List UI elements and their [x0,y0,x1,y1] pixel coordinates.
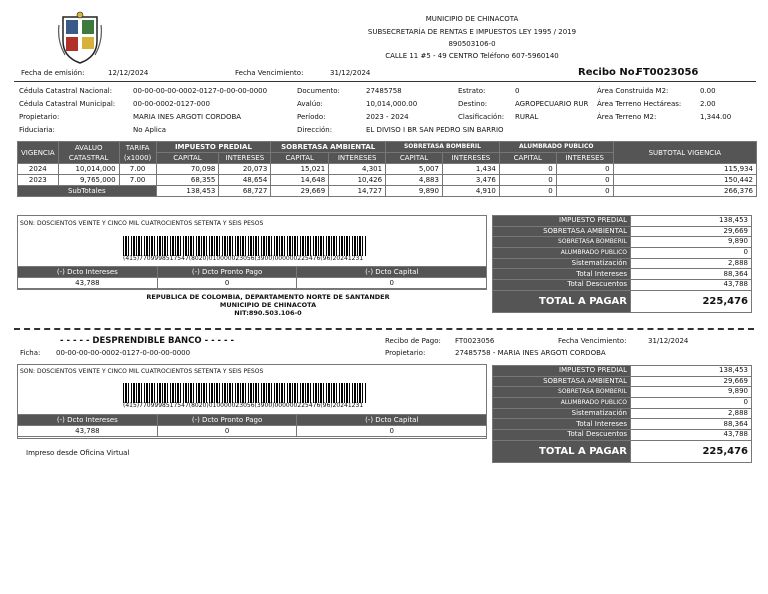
table-row [18,164,757,175]
cell-subtotal: 266,376 [613,186,756,197]
summary-value: 2,888 [631,258,752,269]
fiduciaria-value: No Aplica [133,126,167,134]
dcto-pronto-pago-header: (-) Dcto Pronto Pago [157,267,297,278]
subtotals-label: SubTotales [18,186,157,197]
summary-value: 29,669 [631,226,752,237]
table-row [18,175,757,186]
summary-value: 9,890 [631,237,752,248]
ficha-label: Ficha: [20,349,41,357]
dcto-capital-value: 0 [297,426,487,437]
direccion-value: EL DIVISO I BR SAN PEDRO SIN BARRIO [366,126,504,134]
owner-label: Propietario: [19,113,60,121]
impreso-text: Impreso desde Oficina Virtual [26,449,130,457]
bank-discount-table [17,414,487,437]
cat-mun-label: Cédula Catastral Municipal: [19,100,116,108]
cell-ambiental-capital: 14,648 [271,175,329,186]
divider [14,81,756,82]
cell-ambiental-capital: 15,021 [271,164,329,175]
area-construida-value: 0.00 [700,87,716,95]
documento-value: 27485758 [366,87,402,95]
total-value: 225,476 [631,440,752,462]
avaluo-label: Avalúo: [297,100,323,108]
summary-label: SOBRETASA BOMBERIL [493,387,631,398]
estrato-value: 0 [515,87,520,95]
periodo-value: 2023 - 2024 [366,113,409,121]
cell-bomberil-capital: 4,883 [386,175,443,186]
ficha-value: 00-00-00-00-0002-0127-0-00-00-0000 [56,349,191,357]
cell-avaluo: 9,765,000 [58,175,119,186]
cell-predial-capital: 68,355 [156,175,219,186]
vigencia-table [17,141,757,197]
cell-alumbrado-intereses: 0 [556,175,613,186]
col-subtotal-vigencia: SUBTOTAL VIGENCIA [613,142,756,164]
cell-predial-capital: 70,098 [156,164,219,175]
cell-predial-intereses: 48,654 [219,175,271,186]
bank-slip-title: - - - - - DESPRENDIBLE BANCO - - - - - [60,336,235,346]
receipt-label: Recibo No. [578,67,639,78]
area-terreno-value: 1,344.00 [700,113,732,121]
footer-republica: REPUBLICA DE COLOMBIA, DEPARTAMENTO NORTE DE SANTANDER [146,293,390,301]
direccion-label: Dirección: [297,126,333,134]
col-intereses: INTERESES [556,153,613,164]
col-alumbrado-publico: ALUMBRADO PUBLICO [499,142,613,153]
barcode-text: (415)7709998517547(8020)010000023056(3900)000000225476(96)20241231 [123,255,364,262]
summary-value: 0 [631,248,752,259]
area-hectareas-label: Área Terreno Hectáreas: [597,100,682,108]
clasificacion-label: Clasificación: [458,113,505,121]
summary-label: IMPUESTO PREDIAL [493,366,631,377]
dcto-intereses-value: 43,788 [18,426,158,437]
cell-subtotal: 150,442 [613,175,756,186]
barcode [123,236,367,256]
dcto-capital-value: 0 [297,278,487,289]
dcto-capital-header: (-) Dcto Capital [297,267,487,278]
discount-table [17,266,487,289]
summary-label: IMPUESTO PREDIAL [493,216,631,227]
bank-son-text: SON: DOSCIENTOS VEINTE Y CINCO MIL CUATROCIENTOS SETENTA Y SEIS PESOS [20,368,264,375]
footer-municipio: MUNICIPIO DE CHINACOTA [219,301,317,309]
cell-predial-intereses: 20,073 [219,164,271,175]
col-intereses: INTERESES [442,153,499,164]
cut-line [14,328,754,330]
cell-vigencia: 2023 [18,175,59,186]
recibo-pago-value: FT0023056 [455,337,495,345]
cell-alumbrado-intereses: 0 [556,164,613,175]
dcto-pronto-pago-value: 0 [157,278,297,289]
summary-label: Total Intereses [493,269,631,280]
issue-date-label: Fecha de emisión: [21,69,85,77]
estrato-label: Estrato: [458,87,486,95]
cell-vigencia: 2024 [18,164,59,175]
bank-owner-value: 27485758 - MARIA INES ARGOTI CORDOBA [455,349,606,357]
summary-label: ALUMBRADO PUBLICO [493,398,631,409]
bank-due-label: Fecha Vencimiento: [558,337,627,345]
header-municipality: MUNICIPIO DE CHINACOTA [425,15,519,23]
receipt-number: FT0023056 [636,67,699,78]
header-address: CALLE 11 #5 - 49 CENTRO Teléfono 607-5960140 [385,52,559,60]
summary-value: 9,890 [631,387,752,398]
cell-alumbrado-capital: 0 [499,186,556,197]
owner-value: MARIA INES ARGOTI CORDOBA [133,113,242,121]
col-avaluo: AVALUO CATASTRAL [58,142,119,164]
summary-label: SOBRETASA AMBIENTAL [493,226,631,237]
bank-owner-label: Propietario: [385,349,426,357]
cell-bomberil-intereses: 4,910 [442,186,499,197]
subtotals-row [18,186,757,197]
col-capital: CAPITAL [156,153,219,164]
summary-value: 0 [631,398,752,409]
cell-tarifa: 7.00 [119,164,156,175]
summary-label: SOBRETASA AMBIENTAL [493,376,631,387]
cat-mun-value: 00-00-0002-0127-000 [133,100,210,108]
summary-value: 138,453 [631,366,752,377]
area-terreno-label: Área Terreno M2: [597,113,657,121]
summary-label: Total Descuentos [493,430,631,441]
cell-ambiental-capital: 29,669 [271,186,329,197]
clasificacion-value: RURAL [515,113,539,121]
cell-bomberil-capital: 5,007 [386,164,443,175]
summary-value: 88,364 [631,419,752,430]
cell-predial-intereses: 68,727 [219,186,271,197]
cell-ambiental-intereses: 14,727 [329,186,386,197]
dcto-pronto-pago-header: (-) Dcto Pronto Pago [157,415,297,426]
summary-label: ALUMBRADO PUBLICO [493,248,631,259]
dcto-intereses-value: 43,788 [18,278,158,289]
cell-ambiental-intereses: 4,301 [329,164,386,175]
cell-alumbrado-capital: 0 [499,164,556,175]
bank-due-value: 31/12/2024 [648,337,689,345]
destino-label: Destino: [458,100,488,108]
bank-summary-table [492,365,752,463]
summary-value: 43,788 [631,430,752,441]
summary-value: 43,788 [631,280,752,291]
recibo-pago-label: Recibo de Pago: [385,337,441,345]
cell-predial-capital: 138,453 [156,186,219,197]
son-text: SON: DOSCIENTOS VEINTE Y CINCO MIL CUATROCIENTOS SETENTA Y SEIS PESOS [20,220,264,227]
col-tarifa: TARIFA (x1000) [119,142,156,164]
cell-ambiental-intereses: 10,426 [329,175,386,186]
cell-avaluo: 10,014,000 [58,164,119,175]
fiduciaria-label: Fiduciaria: [19,126,55,134]
dcto-intereses-header: (-) Dcto Intereses [18,267,158,278]
area-hectareas-value: 2.00 [700,100,716,108]
col-capital: CAPITAL [499,153,556,164]
dcto-pronto-pago-value: 0 [157,426,297,437]
summary-value: 138,453 [631,216,752,227]
due-date: 31/12/2024 [330,69,371,77]
summary-value: 88,364 [631,269,752,280]
summary-table [492,215,752,313]
summary-value: 29,669 [631,376,752,387]
summary-label: Sistematización [493,258,631,269]
avaluo-value: 10,014,000.00 [366,100,418,108]
footer-nit: NIT:890.503.106-0 [234,309,302,317]
cell-tarifa: 7.00 [119,175,156,186]
col-capital: CAPITAL [386,153,443,164]
cat-nac-label: Cédula Catastral Nacional: [19,87,113,95]
destino-value: AGROPECUARIO RUR [515,100,589,108]
dcto-intereses-header: (-) Dcto Intereses [18,415,158,426]
col-intereses: INTERESES [219,153,271,164]
summary-label: Sistematización [493,408,631,419]
cell-subtotal: 115,934 [613,164,756,175]
col-sobretasa-bomberil: SOBRETASA BOMBERIL [386,142,500,153]
bank-barcode-text: (415)7709998517547(8020)010000023056(3900)000000225476(96)20241231 [123,402,364,409]
total-label: TOTAL A PAGAR [493,440,631,462]
summary-label: Total Intereses [493,419,631,430]
col-capital: CAPITAL [271,153,329,164]
cell-alumbrado-capital: 0 [499,175,556,186]
col-intereses: INTERESES [329,153,386,164]
dcto-capital-header: (-) Dcto Capital [297,415,487,426]
due-date-label: Fecha Vencimiento: [235,69,304,77]
periodo-label: Período: [297,113,326,121]
cell-alumbrado-intereses: 0 [556,186,613,197]
documento-label: Documento: [297,87,340,95]
cell-bomberil-capital: 9,890 [386,186,443,197]
cat-nac-value: 00-00-00-00-0002-0127-0-00-00-0000 [133,87,268,95]
cell-bomberil-intereses: 3,476 [442,175,499,186]
summary-value: 2,888 [631,408,752,419]
area-construida-label: Área Construida M2: [597,87,669,95]
summary-label: Total Descuentos [493,280,631,291]
header-subsecretaria: SUBSECRETARÍA DE RENTAS E IMPUESTOS LEY 1995 / 2019 [367,28,577,36]
col-impuesto-predial: IMPUESTO PREDIAL [156,142,271,153]
col-sobretasa-ambiental: SOBRETASA AMBIENTAL [271,142,386,153]
total-label: TOTAL A PAGAR [493,290,631,312]
total-value: 225,476 [631,290,752,312]
bank-barcode [123,383,367,403]
cell-bomberil-intereses: 1,434 [442,164,499,175]
header-nit: 890503106-0 [448,40,496,48]
summary-label: SOBRETASA BOMBERIL [493,237,631,248]
col-vigencia: VIGENCIA [18,142,59,164]
issue-date: 12/12/2024 [108,69,149,77]
